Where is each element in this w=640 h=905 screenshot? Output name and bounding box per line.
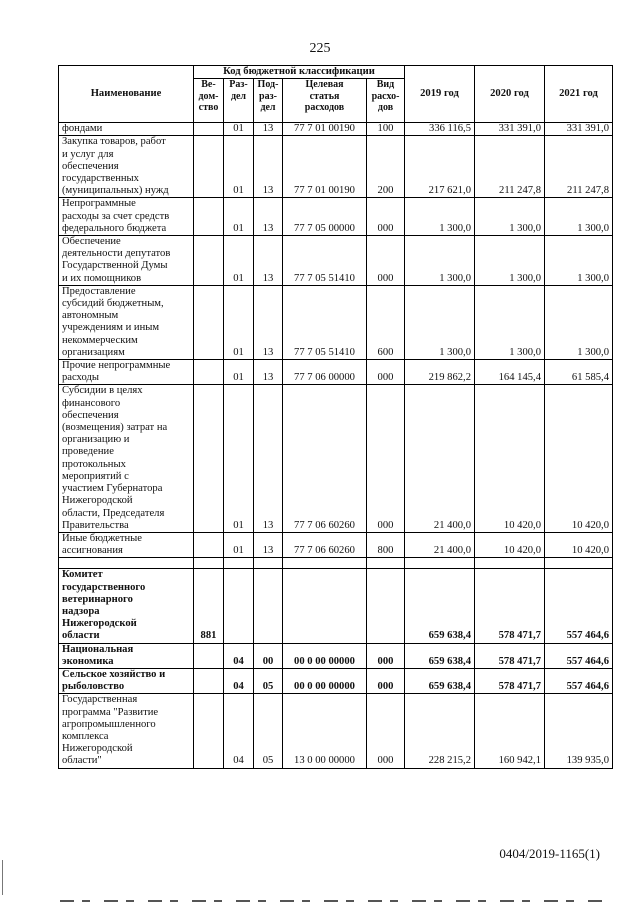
header-department: Ве- дом- ство bbox=[194, 79, 224, 123]
empty-cell bbox=[283, 558, 367, 569]
table-row bbox=[59, 385, 613, 532]
subsection-code: 13 bbox=[254, 532, 283, 557]
section-code: 01 bbox=[224, 198, 254, 236]
target-item-code: 77 7 05 51410 bbox=[283, 285, 367, 359]
expense-type-code: 000 bbox=[367, 236, 405, 286]
section-code: 01 bbox=[224, 532, 254, 557]
section-code bbox=[224, 569, 254, 643]
expense-type-code: 200 bbox=[367, 136, 405, 198]
amount-2019: 1 300,0 bbox=[405, 285, 475, 359]
section-code: 04 bbox=[224, 643, 254, 668]
section-code: 04 bbox=[224, 694, 254, 768]
scan-edge-mark bbox=[2, 860, 3, 895]
header-expense-type: Вид расхо- дов bbox=[367, 79, 405, 123]
expense-type-code bbox=[367, 569, 405, 643]
table-row bbox=[59, 569, 613, 643]
row-name: Прочие непрограммные расходы bbox=[59, 360, 194, 385]
row-name: Обеспечение деятельности депутатов Государственной Думы и их помощников bbox=[59, 236, 194, 286]
section-code: 04 bbox=[224, 668, 254, 693]
amount-2021: 1 300,0 bbox=[545, 236, 613, 286]
expense-type-code: 000 bbox=[367, 643, 405, 668]
target-item-code: 00 0 00 00000 bbox=[283, 643, 367, 668]
amount-2019: 21 400,0 bbox=[405, 532, 475, 557]
amount-2020: 10 420,0 bbox=[475, 385, 545, 532]
department-code: 881 bbox=[194, 569, 224, 643]
amount-2021: 139 935,0 bbox=[545, 694, 613, 768]
expense-type-code: 800 bbox=[367, 532, 405, 557]
amount-2020: 578 471,7 bbox=[475, 643, 545, 668]
table-row bbox=[59, 694, 613, 768]
amount-2020: 331 391,0 bbox=[475, 123, 545, 136]
amount-2019: 1 300,0 bbox=[405, 236, 475, 286]
expense-type-code: 000 bbox=[367, 694, 405, 768]
table-row bbox=[59, 123, 613, 136]
department-code bbox=[194, 668, 224, 693]
amount-2019: 219 862,2 bbox=[405, 360, 475, 385]
expense-type-code: 000 bbox=[367, 360, 405, 385]
header-2019: 2019 год bbox=[405, 66, 475, 123]
target-item-code: 77 7 06 60260 bbox=[283, 385, 367, 532]
page-number: 225 bbox=[309, 41, 331, 56]
subsection-code: 13 bbox=[254, 385, 283, 532]
department-code bbox=[194, 198, 224, 236]
empty-cell bbox=[367, 558, 405, 569]
section-code: 01 bbox=[224, 123, 254, 136]
target-item-code: 77 7 06 00000 bbox=[283, 360, 367, 385]
department-code bbox=[194, 236, 224, 286]
amount-2020: 164 145,4 bbox=[475, 360, 545, 385]
department-code bbox=[194, 285, 224, 359]
table-row bbox=[59, 285, 613, 359]
target-item-code: 13 0 00 00000 bbox=[283, 694, 367, 768]
amount-2020: 1 300,0 bbox=[475, 198, 545, 236]
target-item-code: 00 0 00 00000 bbox=[283, 668, 367, 693]
header-budget-code: Код бюджетной классификации bbox=[194, 66, 405, 79]
amount-2021: 10 420,0 bbox=[545, 532, 613, 557]
empty-cell bbox=[475, 558, 545, 569]
amount-2019: 217 621,0 bbox=[405, 136, 475, 198]
row-name: Сельское хозяйство и рыболовство bbox=[59, 668, 194, 693]
target-item-code bbox=[283, 569, 367, 643]
empty-cell bbox=[224, 558, 254, 569]
row-name: Национальная экономика bbox=[59, 643, 194, 668]
department-code bbox=[194, 123, 224, 136]
row-name: Предоставление субсидий бюджетным, автономным учреждениям и иным некоммерческим организациям bbox=[59, 285, 194, 359]
department-code bbox=[194, 694, 224, 768]
row-name: Иные бюджетные ассигнования bbox=[59, 532, 194, 557]
amount-2021: 211 247,8 bbox=[545, 136, 613, 198]
header-subsection: Под- раз- дел bbox=[254, 79, 283, 123]
empty-cell bbox=[194, 558, 224, 569]
amount-2019: 21 400,0 bbox=[405, 385, 475, 532]
table-row bbox=[59, 136, 613, 198]
amount-2020: 1 300,0 bbox=[475, 285, 545, 359]
empty-cell bbox=[254, 558, 283, 569]
amount-2021: 331 391,0 bbox=[545, 123, 613, 136]
scan-bottom-border bbox=[60, 900, 610, 902]
section-code: 01 bbox=[224, 136, 254, 198]
table-row bbox=[59, 360, 613, 385]
expense-type-code: 000 bbox=[367, 198, 405, 236]
table-body bbox=[59, 123, 613, 768]
empty-cell bbox=[59, 558, 194, 569]
amount-2020: 10 420,0 bbox=[475, 532, 545, 557]
amount-2021: 1 300,0 bbox=[545, 198, 613, 236]
department-code bbox=[194, 643, 224, 668]
empty-cell bbox=[405, 558, 475, 569]
target-item-code: 77 7 01 00190 bbox=[283, 123, 367, 136]
header-2020: 2020 год bbox=[475, 66, 545, 123]
amount-2019: 659 638,4 bbox=[405, 643, 475, 668]
table-row bbox=[59, 198, 613, 236]
table-row bbox=[59, 236, 613, 286]
amount-2021: 557 464,6 bbox=[545, 569, 613, 643]
amount-2021: 61 585,4 bbox=[545, 360, 613, 385]
subsection-code: 00 bbox=[254, 643, 283, 668]
subsection-code bbox=[254, 569, 283, 643]
section-code: 01 bbox=[224, 285, 254, 359]
amount-2020: 211 247,8 bbox=[475, 136, 545, 198]
amount-2020: 578 471,7 bbox=[475, 668, 545, 693]
amount-2021: 10 420,0 bbox=[545, 385, 613, 532]
table-row bbox=[59, 532, 613, 557]
subsection-code: 13 bbox=[254, 236, 283, 286]
section-code: 01 bbox=[224, 385, 254, 532]
department-code bbox=[194, 532, 224, 557]
amount-2020: 1 300,0 bbox=[475, 236, 545, 286]
row-name: фондами bbox=[59, 123, 194, 136]
target-item-code: 77 7 05 51410 bbox=[283, 236, 367, 286]
subsection-code: 05 bbox=[254, 668, 283, 693]
table-spacer-row bbox=[59, 558, 613, 569]
target-item-code: 77 7 06 60260 bbox=[283, 532, 367, 557]
row-name: Субсидии в целях финансового обеспечения (возмещения) затрат на организацию и проведение протокольных мероприятий с участием Губернатора Нижегородской области, Председателя Правительства bbox=[59, 385, 194, 532]
budget-table bbox=[58, 65, 613, 769]
row-name: Комитет государственного ветеринарного надзора Нижегородской области bbox=[59, 569, 194, 643]
table-header bbox=[59, 66, 613, 123]
document-code: 0404/2019-1165(1) bbox=[499, 846, 600, 861]
header-2021: 2021 год bbox=[545, 66, 613, 123]
header-name: Наименование bbox=[59, 66, 194, 123]
row-name: Государственная программа "Развитие агропромышленного комплекса Нижегородской области" bbox=[59, 694, 194, 768]
table-row bbox=[59, 643, 613, 668]
amount-2021: 557 464,6 bbox=[545, 643, 613, 668]
amount-2019: 659 638,4 bbox=[405, 569, 475, 643]
empty-cell bbox=[545, 558, 613, 569]
row-name: Непрограммные расходы за счет средств федерального бюджета bbox=[59, 198, 194, 236]
amount-2020: 160 942,1 bbox=[475, 694, 545, 768]
expense-type-code: 000 bbox=[367, 385, 405, 532]
header-section: Раз- дел bbox=[224, 79, 254, 123]
row-name: Закупка товаров, работ и услуг для обеспечения государственных (муниципальных) нужд bbox=[59, 136, 194, 198]
department-code bbox=[194, 360, 224, 385]
subsection-code: 05 bbox=[254, 694, 283, 768]
expense-type-code: 000 bbox=[367, 668, 405, 693]
amount-2019: 228 215,2 bbox=[405, 694, 475, 768]
subsection-code: 13 bbox=[254, 285, 283, 359]
section-code: 01 bbox=[224, 360, 254, 385]
expense-type-code: 100 bbox=[367, 123, 405, 136]
target-item-code: 77 7 05 00000 bbox=[283, 198, 367, 236]
subsection-code: 13 bbox=[254, 123, 283, 136]
department-code bbox=[194, 136, 224, 198]
target-item-code: 77 7 01 00190 bbox=[283, 136, 367, 198]
amount-2020: 578 471,7 bbox=[475, 569, 545, 643]
expense-type-code: 600 bbox=[367, 285, 405, 359]
department-code bbox=[194, 385, 224, 532]
subsection-code: 13 bbox=[254, 198, 283, 236]
amount-2019: 336 116,5 bbox=[405, 123, 475, 136]
subsection-code: 13 bbox=[254, 136, 283, 198]
table-row bbox=[59, 668, 613, 693]
amount-2021: 557 464,6 bbox=[545, 668, 613, 693]
subsection-code: 13 bbox=[254, 360, 283, 385]
amount-2019: 659 638,4 bbox=[405, 668, 475, 693]
section-code: 01 bbox=[224, 236, 254, 286]
amount-2019: 1 300,0 bbox=[405, 198, 475, 236]
header-target-item: Целевая статья расходов bbox=[283, 79, 367, 123]
amount-2021: 1 300,0 bbox=[545, 285, 613, 359]
